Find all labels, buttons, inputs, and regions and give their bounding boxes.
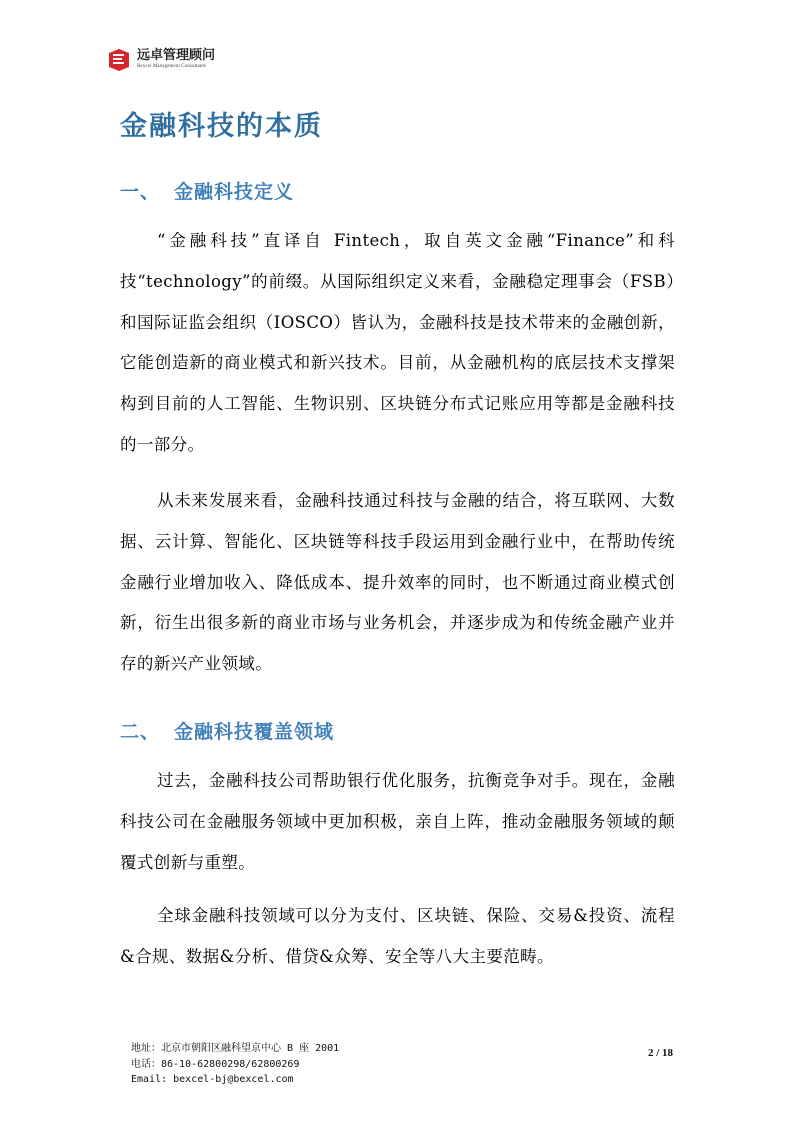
section-heading-definition bbox=[120, 177, 294, 204]
header-logo bbox=[107, 47, 215, 71]
paragraph: 过去，金融科技公司帮助银行优化服务，抗衡竞争对手。现在，金融科技公司在金融服务领域中更加积极，亲自上阵，推动金融服务领域的颠覆式创新与重塑。 bbox=[120, 771, 675, 872]
section-number: 一、 bbox=[120, 181, 161, 203]
section-number: 二、 bbox=[120, 721, 161, 743]
paragraph: “金融科技”直译自 Fintech，取自英文金融“Finance”和科技“technology”的前缀。从国际组织定义来看，金融稳定理事会（FSB）和国际证监会组织（IOSCO）皆认为，金融科技是技术带来的金融创新，它能创造新的商业模式和新兴技术。目前，从金融机构的底层技术支撑架构到目前的人工智能、生物识别、区块链分布式记账应用等都是金融科技的一部分。 bbox=[120, 231, 675, 454]
paragraph: 全球金融科技领域可以分为支付、区块链、保险、交易&投资、流程&合规、数据&分析、借贷&众筹、安全等八大主要范畴。 bbox=[120, 906, 675, 966]
page-number: 2 / 18 bbox=[647, 1047, 673, 1059]
section-heading-coverage bbox=[120, 717, 334, 744]
section-title: 金融科技覆盖领域 bbox=[174, 721, 335, 743]
paragraph: 从未来发展来看，金融科技通过科技与金融的结合，将互联网、大数据、云计算、智能化、区块链等科技手段运用到金融行业中，在帮助传统金融行业增加收入、降低成本、提升效率的同时，也不断通过商业模式创新，衍生出很多新的商业市场与业务机会，并逐步成为和传统金融产业并存的新兴产业领域。 bbox=[120, 491, 675, 674]
page-title: 金融科技的本质 bbox=[120, 111, 323, 142]
footer-email: Email: bexcel-bj@bexcel.com bbox=[131, 1074, 294, 1085]
section-title: 金融科技定义 bbox=[174, 181, 295, 203]
logo-chinese-name: 远卓管理顾问 bbox=[137, 48, 216, 63]
company-logo-icon bbox=[107, 47, 131, 71]
footer-phone: 电话：86-10-62800298/62800269 bbox=[131, 1058, 300, 1070]
footer-contact bbox=[131, 1041, 339, 1088]
logo-english-name: Bexcel Management Consultants bbox=[137, 64, 206, 69]
footer-address: 地址：北京市朝阳区融科望京中心 B 座 2001 bbox=[131, 1043, 340, 1054]
